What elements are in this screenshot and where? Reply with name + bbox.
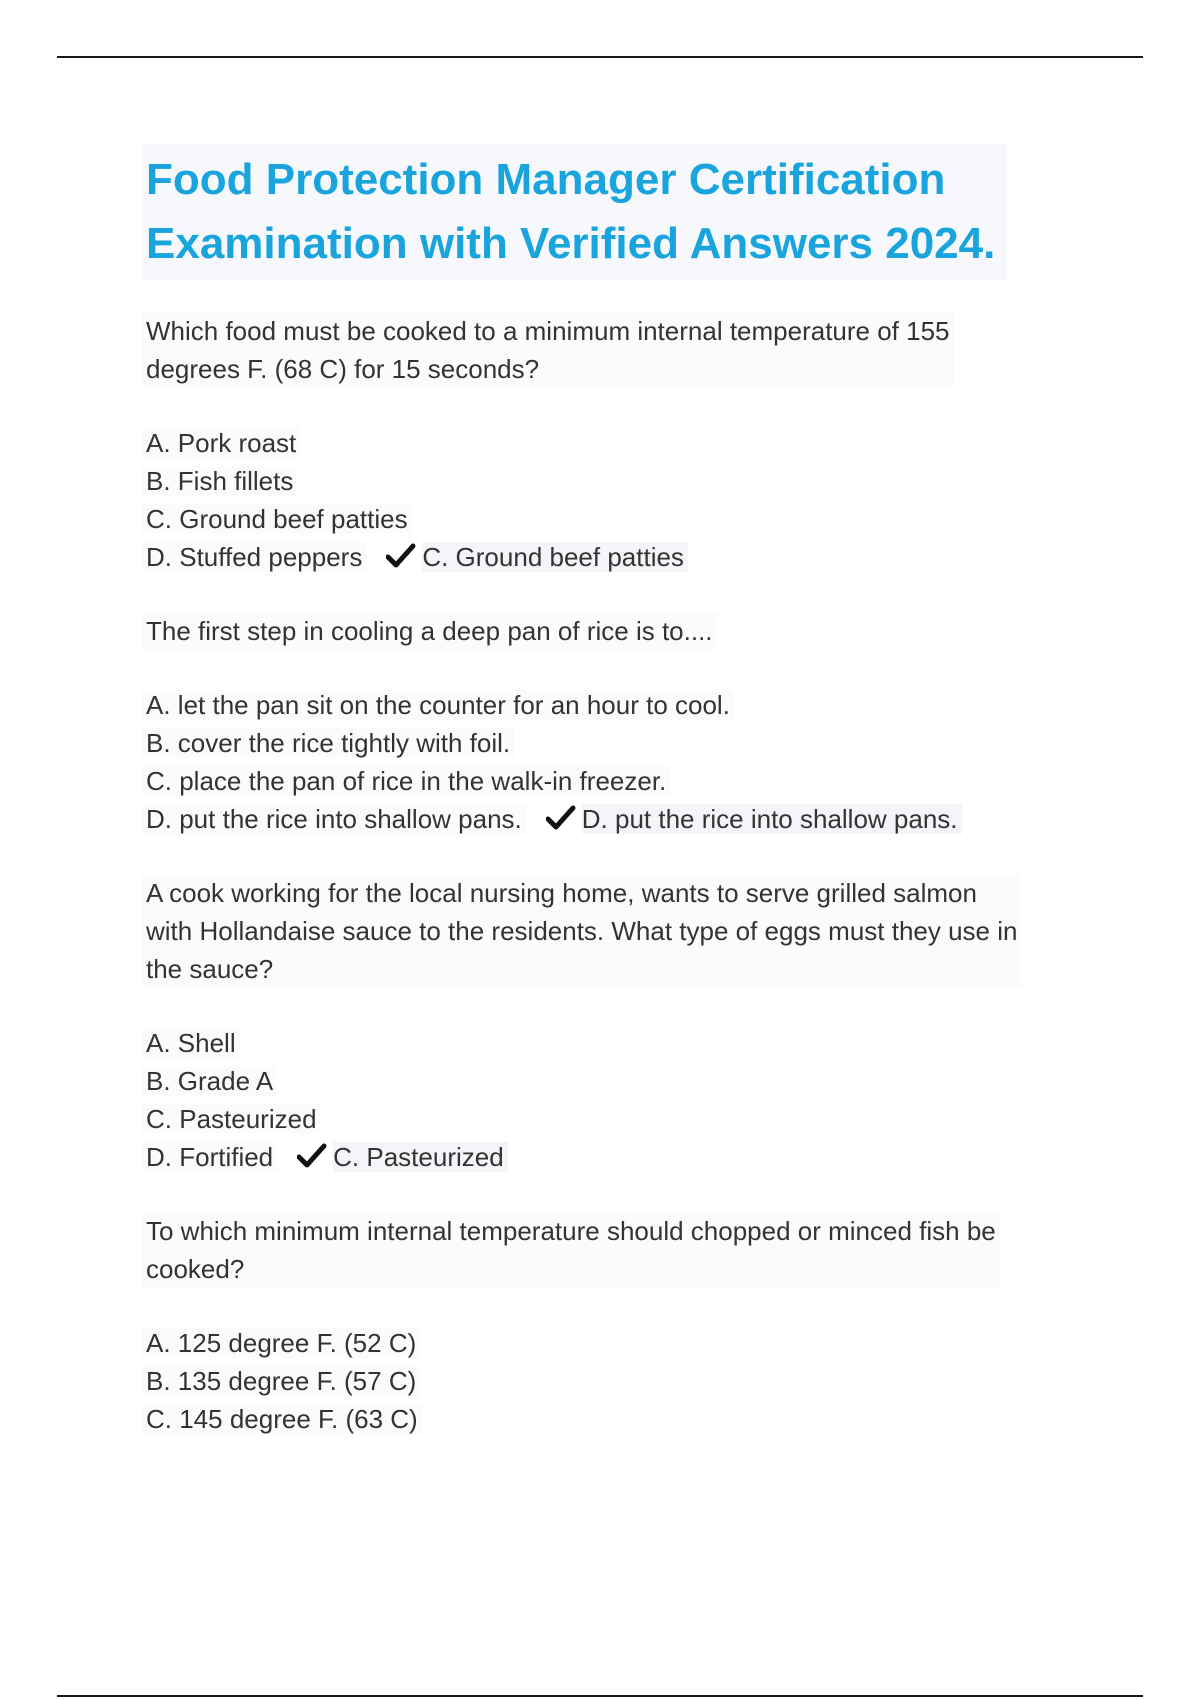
option: D. Fortified C. Pasteurized bbox=[142, 1138, 1092, 1176]
option-list bbox=[142, 686, 1092, 838]
option-list bbox=[142, 1324, 1092, 1438]
verified-answer: C. Pasteurized bbox=[333, 1142, 508, 1172]
option: C. Pasteurized bbox=[142, 1100, 1092, 1138]
option-list bbox=[142, 424, 1092, 576]
document-title bbox=[142, 144, 1007, 280]
option: A. let the pan sit on the counter for an hour to cool. bbox=[142, 686, 1092, 724]
option: A. Pork roast bbox=[142, 424, 1092, 462]
question-4 bbox=[142, 1212, 1092, 1438]
verified-answer: C. Ground beef patties bbox=[422, 542, 688, 572]
option: B. Grade A bbox=[142, 1062, 1092, 1100]
verified-answer: D. put the rice into shallow pans. bbox=[582, 804, 962, 834]
option: C. 145 degree F. (63 C) bbox=[142, 1400, 1092, 1438]
checkmark-icon bbox=[386, 543, 416, 569]
question-1 bbox=[142, 312, 1092, 576]
checkmark-icon bbox=[546, 805, 576, 831]
stem-line: degrees F. (68 C) for 15 seconds? bbox=[146, 354, 540, 384]
stem-line: cooked? bbox=[146, 1254, 245, 1284]
option: B. 135 degree F. (57 C) bbox=[142, 1362, 1092, 1400]
stem-line: The first step in cooling a deep pan of rice is to.... bbox=[146, 616, 713, 646]
title-line-1: Food Protection Manager Certification bbox=[146, 155, 946, 204]
question-3 bbox=[142, 874, 1092, 1176]
top-rule bbox=[57, 56, 1143, 58]
bottom-rule bbox=[57, 1695, 1143, 1697]
option: B. Fish fillets bbox=[142, 462, 1092, 500]
option-list bbox=[142, 1024, 1092, 1176]
question-stem bbox=[142, 874, 1021, 988]
question-stem bbox=[142, 1212, 1000, 1288]
stem-line: with Hollandaise sauce to the residents. What type of eggs must they use in bbox=[146, 916, 1018, 946]
question-stem bbox=[142, 312, 954, 388]
stem-line: Which food must be cooked to a minimum internal temperature of 155 bbox=[146, 316, 950, 346]
option: A. Shell bbox=[142, 1024, 1092, 1062]
option: D. Stuffed peppers C. Ground beef patties bbox=[142, 538, 1092, 576]
option: C. Ground beef patties bbox=[142, 500, 1092, 538]
stem-line: the sauce? bbox=[146, 954, 274, 984]
option: B. cover the rice tightly with foil. bbox=[142, 724, 1092, 762]
option: D. put the rice into shallow pans. D. put the rice into shallow pans. bbox=[142, 800, 1092, 838]
stem-line: A cook working for the local nursing home, wants to serve grilled salmon bbox=[146, 878, 977, 908]
question-2 bbox=[142, 612, 1092, 838]
document-page bbox=[142, 144, 1092, 1474]
checkmark-icon bbox=[297, 1143, 327, 1169]
stem-line: To which minimum internal temperature should chopped or minced fish be bbox=[146, 1216, 996, 1246]
question-stem bbox=[142, 612, 717, 650]
option: C. place the pan of rice in the walk-in freezer. bbox=[142, 762, 1092, 800]
option: A. 125 degree F. (52 C) bbox=[142, 1324, 1092, 1362]
title-line-2: Examination with Verified Answers 2024. bbox=[146, 219, 996, 268]
